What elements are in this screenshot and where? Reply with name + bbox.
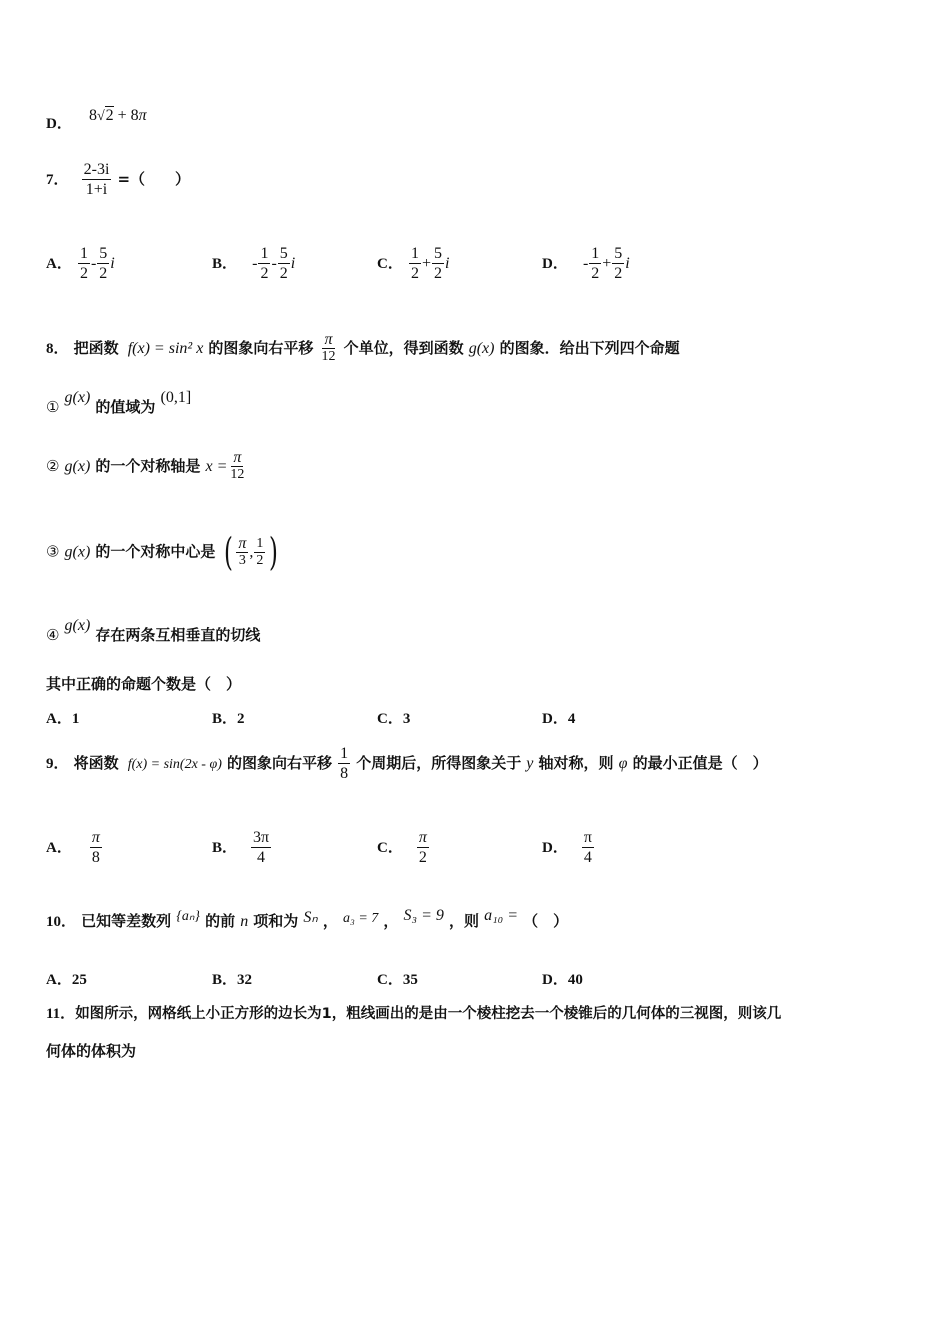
q10-stem	[46, 907, 569, 931]
q8-prop-3: ③ g(x) 的一个对称中心是 ( $\frac{\pi}{3}$ , $\frac{1}{2}$ )	[46, 530, 279, 574]
fraction	[90, 828, 102, 867]
option-label: D．	[542, 711, 568, 727]
target-a10: a₁₀ =	[484, 907, 518, 924]
fraction: $\frac{5}{2}$	[99, 245, 108, 282]
prop-expression: (0,1]	[160, 389, 192, 406]
denominator: 8	[340, 765, 349, 782]
option-value: 32	[237, 972, 253, 988]
q8-prop-2	[46, 450, 247, 483]
question-number: 7．	[46, 172, 69, 188]
stem-text: 的图象向右平移	[208, 339, 314, 357]
fraction	[82, 160, 112, 199]
q7-option-d[interactable]: D． - $\frac{1}{2}$ + $\frac{5}{2}$ i	[542, 245, 630, 282]
option-label: D．	[542, 256, 568, 272]
stem-text: 把函数	[73, 339, 119, 357]
q9-option-c[interactable]	[377, 828, 430, 867]
sequence: {aₙ}	[176, 909, 200, 924]
q7-stem	[46, 160, 190, 199]
fraction: $\frac{\pi}{3}$	[238, 534, 247, 568]
axis-variable: y	[526, 755, 534, 772]
prop-text: 的一个对称轴是	[95, 457, 201, 475]
q8-prop-4	[46, 614, 261, 644]
question-number: 10．	[46, 914, 77, 930]
option-value: 1	[71, 711, 80, 727]
denominator: 4	[583, 849, 592, 866]
numerator: π	[418, 829, 427, 846]
prop-lead: g(x)	[64, 543, 91, 561]
option-label: B．	[212, 256, 238, 272]
q11-stem-line2: 何体的体积为	[46, 1042, 137, 1060]
option-value: 3	[402, 711, 411, 727]
prop-lead: g(x)	[64, 389, 91, 406]
fraction: $\frac{\pi}{12}$	[230, 449, 245, 482]
q10-option-b[interactable]	[212, 968, 252, 989]
option-label: A．	[46, 972, 72, 988]
option-label: C．	[377, 711, 403, 727]
left-paren: (	[223, 530, 233, 574]
right-paren: )	[269, 530, 279, 574]
fraction: $\frac{1}{2}$	[260, 245, 269, 282]
stem-text: 个单位，得到函数	[343, 339, 464, 357]
sign: -	[271, 255, 277, 272]
option-label: A．	[46, 256, 72, 272]
fraction	[417, 828, 429, 867]
option-label: C．	[377, 256, 403, 272]
q7-option-b[interactable]: B． - $\frac{1}{2}$ - $\frac{5}{2}$ i	[212, 245, 296, 282]
prop-mark: ①	[46, 398, 60, 416]
q9-option-d[interactable]	[542, 828, 595, 867]
separator: ，	[383, 912, 399, 930]
option-label: D．	[46, 116, 72, 132]
option-value: 40	[567, 972, 583, 988]
phi-symbol: φ	[618, 755, 628, 772]
sign: +	[602, 255, 612, 272]
partial-sum: Sₙ	[303, 909, 318, 926]
denominator: 12	[321, 349, 336, 364]
q10-option-c[interactable]	[377, 968, 418, 989]
q9-stem	[46, 744, 768, 783]
q8-option-a[interactable]	[46, 707, 79, 728]
q9-option-b[interactable]	[212, 828, 272, 867]
prop-text: 存在两条互相垂直的切线	[95, 626, 261, 644]
stem-text: 的最小正值是（ ）	[632, 754, 768, 772]
q7-option-c[interactable]: C． $\frac{1}{2}$ + $\frac{5}{2}$ i	[377, 245, 450, 282]
option-value: 4	[567, 711, 576, 727]
stem-text: 将函数	[73, 754, 119, 772]
q11-stem-line1	[46, 1002, 781, 1023]
q8-option-b[interactable]	[212, 707, 245, 728]
option-label: C．	[377, 972, 403, 988]
option-label: D．	[542, 972, 568, 988]
function-expression: f(x) = sin(2x - φ)	[127, 757, 222, 772]
q8-question: 其中正确的命题个数是（ ）	[46, 675, 242, 693]
stem-text: 如图所示，网格纸上小正方形的边长为1，粗线画出的是由一个棱柱挖去一个棱锥后的几何体的三视图，则该几	[75, 1006, 782, 1022]
fraction: $\frac{5}{2}$	[614, 245, 623, 282]
stem-text: （ ）	[523, 912, 569, 930]
question-number: 11．	[46, 1006, 76, 1022]
stem-text: 的图象向右平移	[226, 754, 332, 772]
prop-expression: x =	[205, 458, 228, 475]
function-expression: f(x) = sin² x	[127, 340, 204, 357]
numerator: 3π	[253, 829, 270, 846]
question-tail: =（ ）	[117, 170, 191, 188]
q10-option-d[interactable]	[542, 968, 583, 989]
numerator: π	[583, 829, 592, 846]
shift-fraction	[320, 332, 338, 365]
denominator: 4	[257, 849, 266, 866]
sign: -	[90, 255, 97, 272]
stem-text: 轴对称，则	[538, 754, 614, 772]
q8-option-c[interactable]	[377, 707, 410, 728]
option-label: B．	[212, 711, 238, 727]
numerator: 2-3i	[83, 161, 110, 178]
prop-lead: g(x)	[64, 458, 91, 475]
sign: -	[582, 255, 589, 272]
fraction	[251, 828, 271, 867]
fraction: $\frac{5}{2}$	[433, 245, 442, 282]
given-s3: S₃ = 9	[403, 907, 444, 924]
prop-mark: ④	[46, 626, 60, 644]
option-label: B．	[212, 840, 238, 856]
prop-text: 的一个对称中心是	[95, 542, 216, 561]
stem-text: 项和为	[253, 912, 299, 930]
denominator: 2	[418, 849, 427, 866]
math-expression: 8√2 + 8π	[88, 107, 147, 124]
option-value: 25	[71, 972, 87, 988]
function-expression: g(x)	[468, 340, 495, 357]
q8-option-d[interactable]	[542, 707, 575, 728]
numerator: π	[91, 829, 100, 846]
separator: ，	[322, 912, 338, 930]
fraction: $\frac{1}{2}$	[410, 245, 419, 282]
option-label: A．	[46, 711, 72, 727]
prop-mark: ③	[46, 542, 60, 561]
q7-option-a[interactable]: A． $\frac{1}{2}$ - $\frac{5}{2}$ i	[46, 245, 115, 282]
fraction: $\frac{1}{2}$	[591, 245, 600, 282]
variable-n: n	[240, 913, 249, 930]
prop-text: 的值域为	[95, 398, 156, 416]
stem-text: 个周期后，所得图象关于	[356, 754, 522, 772]
fraction: $\frac{1}{2}$	[256, 535, 264, 568]
sign: +	[421, 255, 431, 272]
option-label: B．	[212, 972, 238, 988]
option-label: C．	[377, 840, 403, 856]
stem-text: 的图象．给出下列四个命题	[499, 339, 680, 357]
option-value: 35	[402, 972, 418, 988]
denominator: 1+i	[85, 181, 108, 198]
stem-text: 的前	[205, 912, 236, 930]
q9-option-a[interactable]	[46, 828, 103, 867]
q8-prop-1	[46, 386, 192, 416]
sign: -	[252, 255, 258, 272]
q6-option-d	[46, 104, 147, 132]
option-value: 2	[237, 711, 245, 727]
option-label: D．	[542, 840, 568, 856]
numerator: π	[324, 331, 333, 348]
shift-fraction	[338, 744, 350, 783]
fraction: $\frac{5}{2}$	[279, 245, 288, 282]
question-number: 9．	[46, 756, 69, 772]
q10-option-a[interactable]	[46, 968, 87, 989]
fraction: $\frac{1}{2}$	[79, 245, 88, 282]
prop-lead: g(x)	[64, 617, 91, 634]
denominator: 8	[91, 849, 100, 866]
given-a3: a₃ = 7	[342, 911, 379, 926]
numerator: 1	[340, 745, 349, 762]
fraction	[582, 828, 594, 867]
question-number: 8．	[46, 341, 69, 357]
option-label: A．	[46, 840, 72, 856]
stem-text: ，则	[448, 912, 479, 930]
stem-text: 已知等差数列	[81, 912, 172, 930]
prop-mark: ②	[46, 457, 60, 475]
q8-stem	[46, 332, 680, 365]
